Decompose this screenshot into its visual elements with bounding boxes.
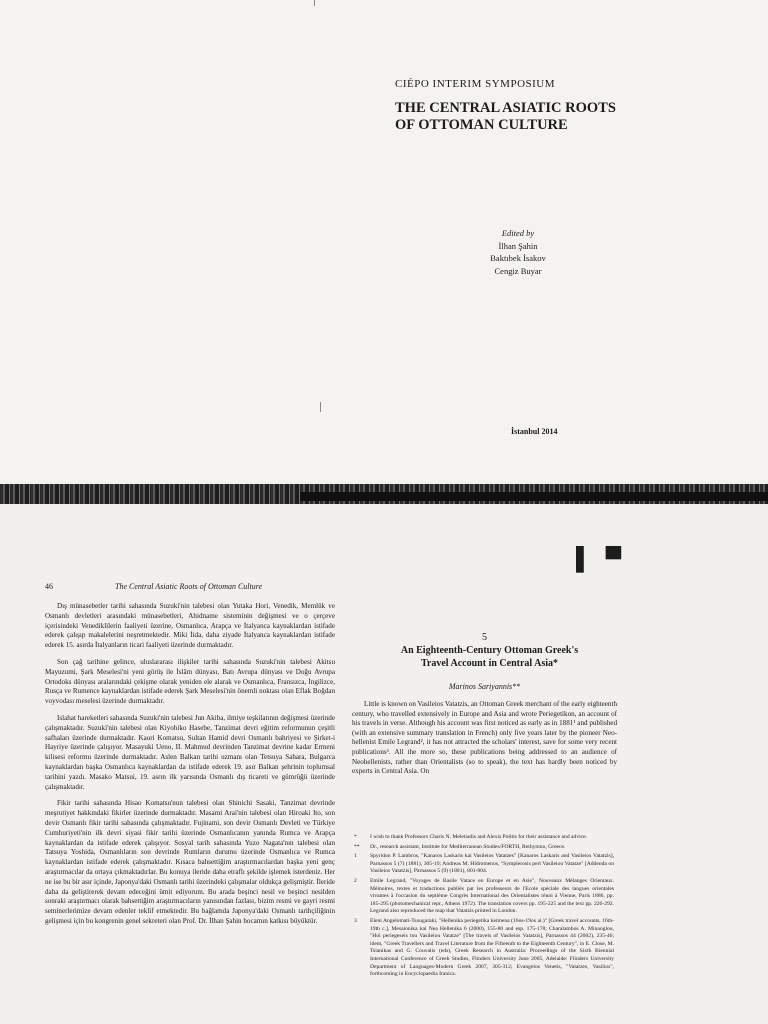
footnote-text: I wish to thank Professors Charis N. Meletiadis and Alexis Politis for their assistance and advice.	[370, 834, 588, 840]
footnote	[352, 853, 614, 876]
footnote-text: Dr., research assistant, Institute for Mediterranean Studies/FORTH, Rethymno, Greece.	[370, 843, 566, 850]
symposium-name: CIÉPO INTERIM SYMPOSIUM	[395, 78, 556, 90]
running-head-title: The Central Asiatic Roots of Ottoman Culture	[115, 582, 263, 591]
editor-name: Cengiz Buyar	[494, 265, 542, 276]
footnote-mark: **	[354, 843, 360, 850]
footnote-mark: 2	[354, 877, 357, 884]
footnote	[352, 878, 614, 916]
paragraph: Dış münasebetler tarihi sahasında Suzuki'nin talebesi olan Yutaka Hori, Venedik, Memlük ve Osmanlı devletleri arasındaki münasebetleri, Ahidname sisteminin değişmesi ve o çerçeve içerisindeki Venediklilerin faaliyeti üzerine, Osmanlıca, Arapça ve İtalyanca kaynaklardan istifade ederek çalışıp makalelerini neşretmektedir. Miki İida, daha ziyade İtalyanca kaynaklardan istifade ederek 15. asırda İtalyanların ticari faaliyeti üzerinde durmaktadır.	[45, 602, 335, 650]
paragraph: Son çağ tarihine gelince, uluslararası ilişkiler tarihi sahasında Suzuki'nin talebesi Akitsu Mayuzumi, Şark Meselesi'ni yeni görüş ile İslâm dünyası, Batı Avrupa dünyası ve Doğu Avrupa Ortodoks dünyası aralarındaki çekişme olarak yeniden ele alarak ve Osmanlıca, Fransızca, İngilizce, Rusça ve Rumence kaynaklardan istifade ederek Şark Meselesi'nin önemli noktası olan Eflak Boğdan voyvodası meselesi üzerinde durmaktadır.	[45, 657, 335, 706]
chapter-number: 5	[482, 632, 487, 643]
editor-name: Baktıbek İsakov	[490, 253, 546, 263]
footnote-mark: 3	[354, 917, 357, 924]
imprint: İstanbul 2014	[511, 427, 558, 436]
footnote-mark: *	[354, 834, 357, 840]
paragraph: Little is known on Vasileios Vatatzis, an Ottoman Greek merchant of the early eighteenth century, who travelled extensively in Europe and Asia and wrote Periegetikon, an account of his travels in verse. Although his account was first noticed as early as in 1881¹ and published (with an extensive summary translation in French) only five years later by the pioneer Neo-hellenist Emile Legrand², it has not attracted the scholars' interest, save for some very recent publications³. All the more so, these publications being addressed to an audience of Neohellenists, rather than Orientalists (so to speak), the text has hardly been noticed by experts in Central Asia. On	[352, 700, 617, 776]
footnote	[352, 918, 614, 979]
chapter-author: Marinos Sariyannis**	[448, 682, 521, 691]
footnote	[352, 834, 614, 842]
paragraph: Fikir tarihi sahasında Hisao Komatsu'nun talebesi olan Shinichi Sasaki, Tanzimat devrinde meşrutiyet hakkındaki fikirler üzerinde durmaktadır. Masami Arai'nin talebesi olan Hiroaki Ito, son devir Osmanlı fikir tarihi sahasında çalışmaktadır. Fujinami, son devir Osmanlı Devleti ve Türkiye Cumhuriyeti'nin ilk devri siyasi fikir tarihi üzerinde Osmanlıcanın yanında Rumca ve Arapça kaynaklardan da istifade ederek çalışıyor. Sosyal tarih sahasında Yuzo Nagata'nın talebesi olan Tatsuya Yoshida, Osmanlıların son devrinde Rumların durumu üzerinde Osmanlıca ve Rumca kaynaklardan istifade ederek çalışmaktadır. Kısaca bahsettiğim araştırmacılardan başka yeni genç araştırmacılar da ortaya çıkmaktadırlar. Bu konuya ileride daha etraflı şekilde işlemek isterdeniz. Her ne ise bu bir asır içinde, Japonya'daki Osmanlı tarihi üzerindeki çalışmalar oldukça gelişmiştir. İleride daha da geliştirerek devam edeceğini ümit ediyorum. Bu arada beşinci nesil ve beşinci nesilden sonraki araştırmacı olarak bahsettiğim araştırmacıların yanısından fazlası, bizim resmi ve gayri resmi seminerlerimize devam edenler teklif etmektedir. Bu bağlamda Japonya'daki Osmanlı tarihçiliğinin gelişmesi için bu kongrenin genel sekreteri olan Prof. Dr. İlhan Şahin hocamın katkısı büyüktür.	[45, 799, 335, 925]
footnote-text: Spyridon P. Lambros, "Kanaros Laskaris kai Vasileios Vatatzes" [Kanaros Laskaris and Vasileios Vatatzis], Parnassos 5 (7) (1881), 305-19; Andreas M. Hidromenos, "Symplerosis peri Vasileiou Vatatze" [Addenda on Vasileios Vatatzis], Parnassos 5 (9) (1881), 801-804.	[370, 853, 614, 875]
book-title-line-1: THE CENTRAL ASIATIC ROOTS	[395, 100, 616, 116]
paragraph: Islahat hareketleri sahasında Suzuki'nin talebesi Jun Akiba, ilmiye teşkilatının değişmesi üzerinde çalışmaktadır. Suzuki'nin talebesi olan Kiyohiko Hasebe, Tanzimat devri eğitim reformunun çeşitli safhaları üzerinde durmaktadır. Kaori Komatsu, Sultan Hamid devri Osmanlı bahriyesi ve Şirket-i Hayriye üzerinde çalışıyor. Masayuki Ueno, II. Mahmud devrinden Tanzimat devrine kadar Ermeni kilisesi reformu üzerinde durmaktadır. Aslen Balkan tarihi uzmanı olan Tetsuya Sahara, Bulgarca kaynaklardan başka Osmanlıca kaynaklardan da istifade ederek 19. asır Balkan şehrinin toplumsal tarihini yazdı. Masako Matsui, 19. asrın ilk yarısında Osmanlı dış ticareti ve gümrüğü üzerinde çalışmaktadır.	[45, 713, 335, 791]
left-body-text	[45, 602, 335, 934]
stray-mark	[314, 0, 315, 6]
chapter-title: An Eighteenth-Century Ottoman Greek's Travel Account in Central Asia*	[400, 645, 579, 669]
book-title	[395, 100, 695, 134]
scan-corner-marks: ▌▀	[576, 546, 636, 571]
footnote-text: Emile Legrand, "Voyages de Basile Vatace en Europe et en Asie", Nouveaux Mélanges Orientaux. Mémoires, textes et traductions publiés par les professeurs de l'Ecole spéciale des langues orientales vivantes à l'occasion du septième Congrès International des Orientalistes réuni à Vienne, Paris 1886, pp. 185-295 (photomechanical repr., Athens 1972). The translation covers pp. 195-225 and the text pp. 226-292. Legrand also reproduced the map that Vatatzis printed in London.	[370, 877, 614, 915]
editor-name: İlhan Şahin	[498, 240, 538, 251]
stray-mark	[320, 402, 321, 412]
footnote	[352, 844, 614, 852]
title-block	[395, 78, 695, 134]
edited-by-label: Edited by	[501, 228, 535, 238]
footnotes	[352, 834, 614, 981]
editors-block	[468, 227, 568, 277]
right-body-text	[352, 700, 617, 777]
right-page	[352, 504, 768, 1024]
scanner-fold-shadow	[300, 492, 768, 501]
left-page	[0, 504, 352, 1024]
book-title-page	[0, 0, 768, 500]
page-number: 46	[45, 582, 53, 591]
footnote-mark: 1	[354, 853, 357, 860]
footnote-text: Eleni Angelomati-Tsougaraki, "Hellenika periegetika keimena (16os-19os ai.)" [Greek travel accounts, 16th-19th c.], Mesaionika kai Nea Hellenika 6 (2000), 155-80 and esp. 175-178; Charalambos A. Minaoglou, "Hoi periegeseis tou Vasileiou Vatatze" [The travels of Vasileios Vatatzis], Parnassos 44 (2002), 235-46; idem, "Greek Travellers and Travel Literature from the Fifteenth to the Eighteenth Century", in E. Close, M. Tsianikas and G. Couvalis (eds), Greek Research in Australia: Proceedings of the Sixth Biennial International Conference of Greek Studies, Flinders University June 2005, Adelaide: Flinders University Department of Languages-Modern Greek 2007, 305-312; Evangelos Venetis, "Vatatzes, Vasilios", forthcoming in Encyclopaedia Iranica.	[370, 917, 614, 978]
book-title-line-2: OF OTTOMAN CULTURE	[395, 117, 568, 133]
